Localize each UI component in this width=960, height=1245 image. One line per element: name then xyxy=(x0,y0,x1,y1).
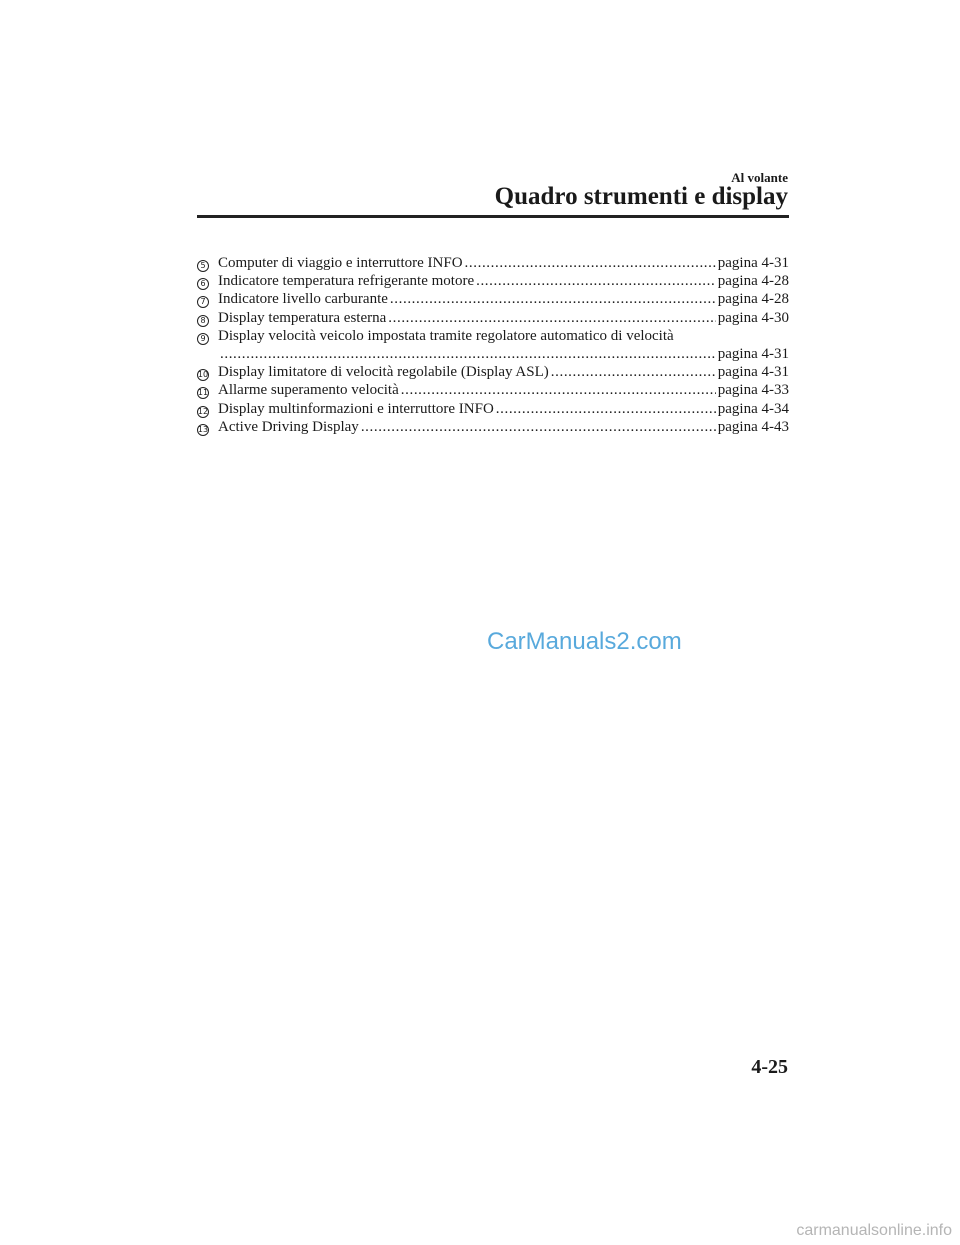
toc-item-page: pagina 4-31 xyxy=(717,345,789,362)
number-badge: 5 xyxy=(197,260,209,272)
number-badge: 9 xyxy=(197,333,209,345)
toc-item[interactable] xyxy=(197,418,789,436)
number-badge: 13 xyxy=(197,424,209,434)
toc-item-label: Display temperatura esterna xyxy=(218,309,387,326)
toc-item-label: Active Driving Display xyxy=(218,418,359,435)
toc-item-label: Indicatore temperatura refrigerante motore xyxy=(218,273,475,290)
toc-item-page: pagina 4-28 xyxy=(717,273,789,290)
toc-item[interactable] xyxy=(197,290,789,308)
section-label: Al volante xyxy=(731,170,788,185)
page-number: 4-25 xyxy=(751,1056,788,1078)
toc-item-continuation[interactable] xyxy=(197,345,789,363)
toc-item-page: pagina 4-43 xyxy=(717,418,789,435)
toc-item-page: pagina 4-28 xyxy=(717,291,789,308)
dot-leader xyxy=(361,418,716,436)
toc-item[interactable] xyxy=(197,400,789,418)
toc-item-label: Display velocità veicolo impostata tramite regolatore automatico di velocità xyxy=(218,327,674,344)
number-badge: 8 xyxy=(197,315,209,327)
dot-leader xyxy=(476,272,716,290)
toc-item[interactable] xyxy=(197,254,789,272)
footer-watermark[interactable]: carmanualsonline.info xyxy=(796,1222,952,1239)
dot-leader xyxy=(551,363,716,381)
toc-item[interactable] xyxy=(197,309,789,327)
toc-item-page: pagina 4-33 xyxy=(717,382,789,399)
header-divider xyxy=(197,215,789,218)
toc-list xyxy=(197,254,789,436)
number-badge: 10 xyxy=(197,370,209,380)
number-badge: 7 xyxy=(197,296,209,308)
toc-item-label: Indicatore livello carburante xyxy=(218,291,388,308)
number-badge: 12 xyxy=(197,406,209,416)
toc-item-label: Display multinformazioni e interruttore INFO xyxy=(218,400,494,417)
toc-item[interactable] xyxy=(197,327,789,345)
toc-item[interactable] xyxy=(197,272,789,290)
watermark-logo[interactable]: CarManuals2.com xyxy=(487,628,682,655)
toc-item-page: pagina 4-31 xyxy=(717,255,789,271)
toc-item-page: pagina 4-34 xyxy=(717,400,789,417)
dot-leader xyxy=(390,290,716,308)
page-title: Quadro strumenti e display xyxy=(494,183,788,210)
number-badge: 11 xyxy=(197,388,209,398)
number-badge: 6 xyxy=(197,278,209,290)
toc-item-page: pagina 4-30 xyxy=(717,309,789,326)
toc-item-label: Allarme superamento velocità xyxy=(218,382,399,399)
toc-item-label: Computer di viaggio e interruttore INFO xyxy=(218,255,463,271)
dot-leader xyxy=(388,309,716,327)
dot-leader xyxy=(401,381,716,399)
toc-item-label: Display limitatore di velocità regolabile (Display ASL) xyxy=(218,364,549,381)
toc-item[interactable] xyxy=(197,381,789,399)
dot-leader xyxy=(496,400,716,418)
dot-leader xyxy=(465,254,716,272)
dot-leader xyxy=(220,345,716,363)
toc-item[interactable] xyxy=(197,363,789,381)
toc-item-page: pagina 4-31 xyxy=(717,364,789,381)
